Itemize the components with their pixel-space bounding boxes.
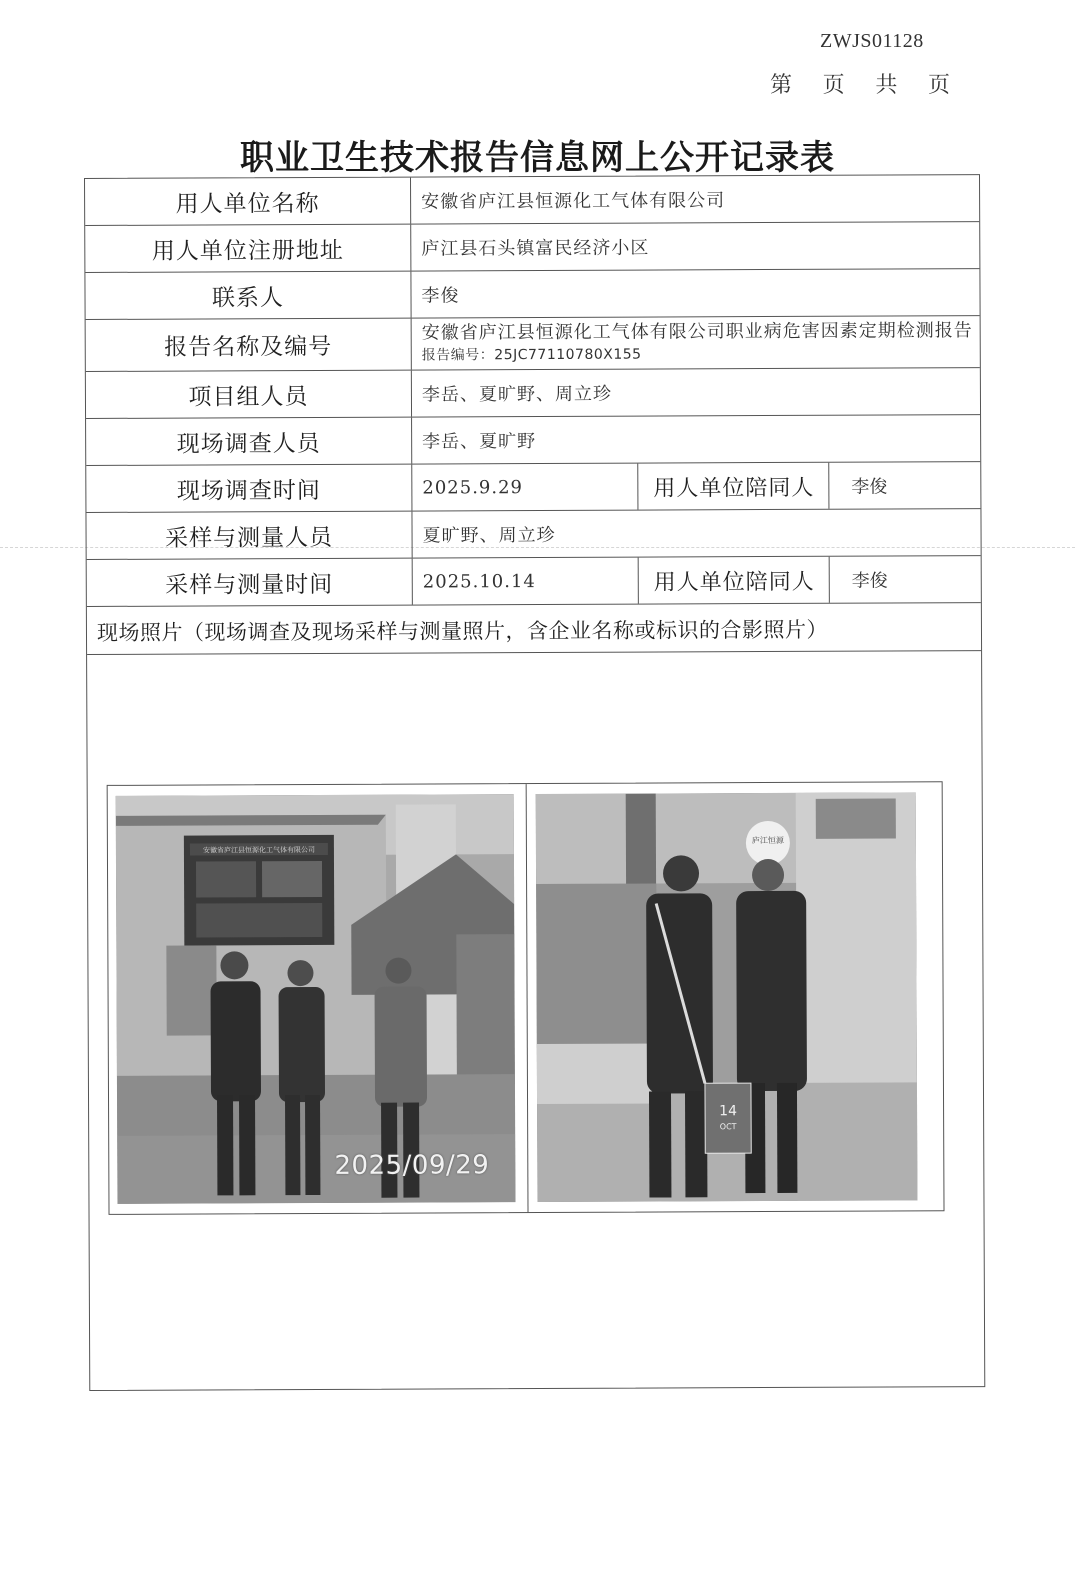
survey-time-label: 现场调查时间 [86,465,412,512]
row-survey-staff [86,415,980,466]
report-name: 安徽省庐江县恒源化工气体有限公司职业病危害因素定期检测报告 [421,319,973,344]
employer-address-value: 庐江县石头镇富民经济小区 [421,237,650,260]
row-sampling-staff [86,509,980,560]
sampling-photo-drawing [536,792,918,1202]
group-photo-image [116,794,516,1204]
page-number-label: 第 [770,73,793,98]
sign-title-text: 安徽省庐江县恒源化工气体有限公司 [202,845,315,855]
row-sampling-time [87,556,981,607]
row-contact [85,269,979,320]
helmet-label: 庐江恒源 [751,835,784,846]
record-table [84,174,985,1391]
sampling-escort-value: 李俊 [851,570,888,592]
report-value [422,316,980,369]
photo-panel [107,781,945,1215]
photo-section-heading: 现场照片（现场调查及现场采样与测量照片，含企业名称或标识的合影照片） [96,617,829,645]
project-members-label: 项目组人员 [86,371,412,418]
group-photo-drawing [116,794,516,1204]
survey-escort-value: 李俊 [851,476,888,498]
contact-value: 李俊 [421,285,460,307]
row-employer-name [85,175,979,226]
report-label: 报告名称及编号 [86,319,412,371]
photo-divider [526,784,529,1212]
sampling-staff-value: 夏旷野、周立珍 [422,524,556,547]
document-title: 职业卫生技术报告信息网上公开记录表 [240,138,835,178]
row-photo-heading [87,603,981,655]
survey-escort-label: 用人单位陪同人 [639,463,829,510]
sampling-time-label: 采样与测量时间 [87,559,413,606]
report-number: 报告编号：25JC77110780X155 [421,346,642,364]
row-report [86,316,980,372]
employer-name-value: 安徽省庐江县恒源化工气体有限公司 [421,190,726,213]
page-total-label: 共 [875,73,898,98]
contact-label: 联系人 [85,272,411,319]
page-unit-label: 页 [822,73,845,98]
document-code: ZWJS01128 [820,30,924,52]
project-members-value: 李岳、夏旷野、周立珍 [421,383,612,406]
stamp-month: OCT [719,1122,737,1132]
row-employer-address [85,222,979,273]
survey-staff-value: 李岳、夏旷野 [422,431,537,453]
sampling-staff-label: 采样与测量人员 [86,512,412,559]
page-indicator [770,68,950,99]
survey-time-value: 2025.9.29 [422,464,638,511]
survey-staff-label: 现场调查人员 [86,418,412,465]
row-project-members [86,368,980,419]
row-survey-time [86,462,980,513]
sampling-photo-image [536,792,918,1202]
photo-timestamp: 2025/09/29 [334,1150,490,1181]
employer-address-label: 用人单位注册地址 [85,225,411,272]
sampling-escort-label: 用人单位陪同人 [640,557,830,604]
stamp-day: 14 [719,1103,738,1120]
page-total-unit-label: 页 [927,73,950,98]
employer-name-label: 用人单位名称 [85,178,411,225]
sampling-time-value: 2025.10.14 [423,558,639,605]
